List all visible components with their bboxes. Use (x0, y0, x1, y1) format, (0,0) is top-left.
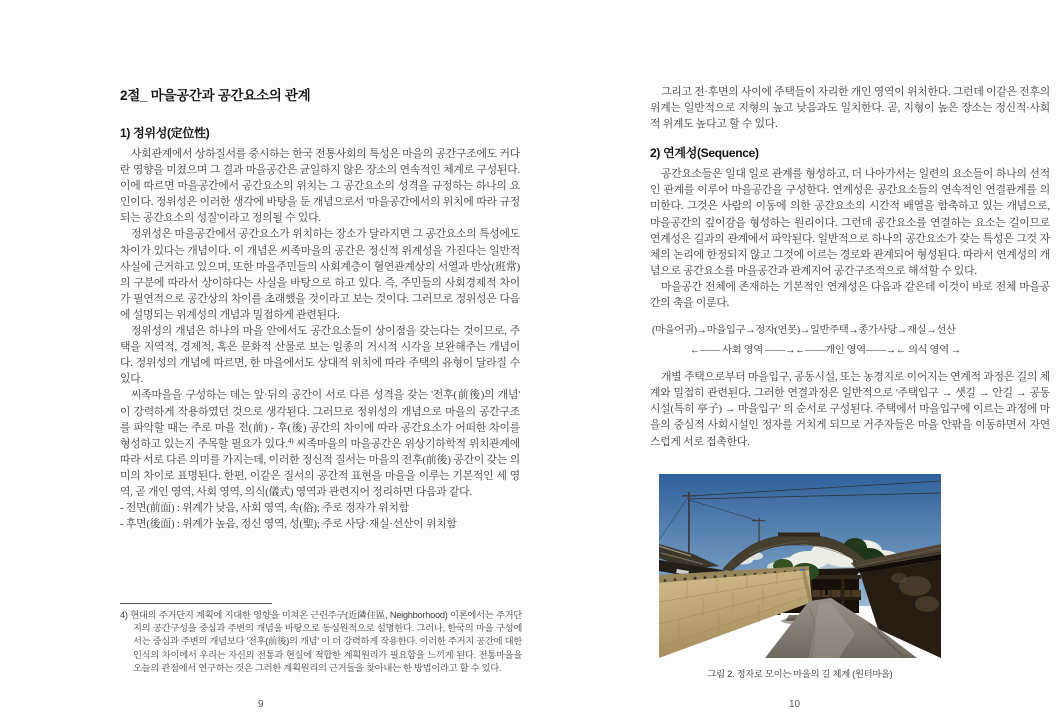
paragraph-text: 씨족마을을 구성하는 데는 앞·뒤의 공간이 서로 다른 성격을 갖는 '전후(前後)의 개념' 이 강력하게 작용하였던 것으로 생각된다. 그러므로 정위성의 개념으로 마을의 공간구조를 파악할 때는 주로 마을 전(前) - 후(後) 공간의 차이에 따라 공간요소가 어떠한 차이를 형성하고 있는지 주목할 필요가 있다. (120, 389, 520, 450)
list-item-rear: - 후면(後面) : 위계가 높음, 정신 영역, 성(聖); 주로 사당·재실·선산이 위치함 (120, 518, 457, 531)
paragraph: 사회관계에서 상하질서를 중시하는 한국 전통사회의 특성은 마을의 공간구조에도 커다란 영향을 미쳤으며 그 결과 마을공간은 균일하지 않은 장소의 연속적인 체계로 구성된다. 이에 따르면 마을공간에서 공간요소의 위치는 그 공간요소의 성격을 규정하는 하나의 요인이다. 정위성은 이러한 생각에 바탕을 둔 개념으로서 '마을공간에서의 위치에 따라 규정되는 공간요소의 성질'이라고 정의될 수 있다. (120, 148, 520, 225)
section-title: 2절_ 마을공간과 공간요소의 관계 (120, 88, 311, 103)
footnote-ref: 4) (287, 435, 294, 445)
paragraph-with-footnote-ref (120, 387, 520, 500)
page-number-right: 10 (789, 699, 801, 710)
footnote-rule (120, 603, 272, 604)
paragraph-text: 씨족마을의 마을공간은 위상기하학적 위치관계에 따라 서로 다른 의미를 가지는데, 이러한 정신적 질서는 마을의 전후(前後) 공간이 갖는 의미의 차이로 표명된다. 한편, 이같은 질서의 공간적 표현을 마을을 이루는 기본적인 세 영역, 곧 개인 영역, 사회 영역, 의식(儀式) 영역과 관련지어 정리하면 다음과 같다. (120, 437, 520, 498)
footnote (120, 603, 522, 675)
person (825, 585, 828, 595)
heading-yeongyeseong: 2) 연계성(Sequence) (650, 146, 759, 161)
village-alley-photo (659, 474, 941, 658)
sequence-diagram (650, 321, 1050, 356)
page-9 (120, 84, 520, 532)
paragraph: 개별 주택으로부터 마을입구, 공동시설, 또는 농경지로 이어지는 연계적 과정은 길의 체계와 밀접히 관련된다. 그러한 연결과정은 일반적으로 '주택입구 → 샛길 → 안길 → 공동시설(특히 亭子) → 마을입구' 의 순서로 구성된다. 주택에서 마을입구에 이르는 과정에 마을의 중심적 사회시설인 정자를 거치게 되므로 거주자들은 마을 안팎을 이동하면서 자연스럽게 서로 접촉한다. (650, 371, 1050, 448)
footnote-text: 4) 현대의 주거단지 계획에 지대한 영향을 미쳐온 근린주구(近隣住區, Neighborhood) 이론에서는 주거단지의 공간구성을 중심과 주변의 개념을 바탕으로 동심원적으로 설명한다. 그러나, 한국의 마을 구성에서는 중심과 주변의 개념보다 '전후(前後)의 개념' 이 더 강력하게 작용한다. 이러한 주거지 공간에 대한 인식의 차이에서 우리는 자신의 전통과 현실에 적합한 계획원리가 필요함을 느끼게 된다. 전통마을을 오늘의 관점에서 연구하는 것은 그러한 계획원리의 근거들을 찾아내는 한 방법이라고 할 수 있다. (120, 610, 522, 673)
paragraph: 공간요소들은 일대 일로 관계를 형성하고, 더 나아가서는 일련의 요소들이 하나의 선적인 관계를 이루어 마을공간을 구성한다. 연계성은 공간요소들의 연속적인 연결관계를 의미한다. 그것은 사람의 이동에 의한 공간요소의 시간적 배열을 함축하고 있는 개념으로, 마을공간의 깊이감을 형성하는 원리이다. 그런데 공간요소를 연결하는 요소는 길이므로 연계성은 길과의 관계에서 파악된다. 일반적으로 하나의 공간요소가 갖는 특성은 그것 자체의 논리에 한정되지 않고 그것에 이르는 경로와 관계되어 형성된다. 따라서 연계성의 개념으로 공간요소를 마을공간과 관계지어 공간구조적으로 해석할 수 있다. (650, 168, 1050, 277)
page-10 (650, 84, 1050, 450)
paragraph: 그리고 전·후면의 사이에 주택들이 자리한 개인 영역이 위치한다. 그런데 이같은 전후의 위계는 일반적으로 지형의 높고 낮음과도 일치한다. 곧, 지형이 높은 장소는 정신적·사회적 위계도 높다고 할 수 있다. (650, 86, 1050, 131)
paragraph: 정위성은 마을공간에서 공간요소가 위치하는 장소가 달라지면 그 공간요소의 특성에도 차이가 있다는 개념이다. 이 개념은 씨족마을의 공간은 정신적 위계성을 가진다는 일반적 사실에 근거하고 있으며, 또한 마을주민들의 사회계층이 혈연관계상의 서열과 반상(班常)의 구분에 따라서 상이하다는 사실을 바탕으로 하고 있다. 즉, 주민들의 사회경제적 차이가 필연적으로 공간상의 차이를 초래했을 것이라고 보는 것이다. 그러므로 정위성은 다음에 설명되는 위계성의 개념과 밀접하게 관련된다. (120, 228, 520, 321)
page-number-left: 9 (258, 699, 264, 710)
paragraph: 마을공간 전체에 존재하는 기본적인 연계성은 다음과 같은데 이것이 바로 전체 마을공간의 축을 이룬다. (650, 280, 1050, 310)
roof-ridge (778, 533, 820, 537)
heading-jeongwiseong: 1) 정위성(定位性) (120, 126, 210, 140)
figure-caption: 그림 2. 정자로 모이는 마을의 길 체계 (원터마을) (707, 669, 893, 679)
list-item-front: - 전면(前面) : 위계가 낮음, 사회 영역, 속(俗); 주로 정자가 위치함 (120, 502, 409, 515)
figure-2-photo (659, 474, 941, 658)
paragraph: 정위성의 개념은 하나의 마을 안에서도 공간요소들이 상이점을 갖는다는 것이므로, 주택을 지역적, 경제적, 혹은 문화적 산물로 보는 일종의 거시적 시각을 보완해주는 개념이다. 정위성의 개념에 따르면, 한 마을에서도 상대적 위치에 따라 주택의 유형이 달라질 수 있다. (120, 325, 520, 386)
sequence-flow-line: (마을어귀)→마을입구→정자(연못)→일반주택→종가사당→재실→선산 (652, 325, 956, 337)
sequence-domain-line: ←―― 사회 영역 ――→←――개인 영역――→← 의식 영역 → (690, 345, 961, 357)
